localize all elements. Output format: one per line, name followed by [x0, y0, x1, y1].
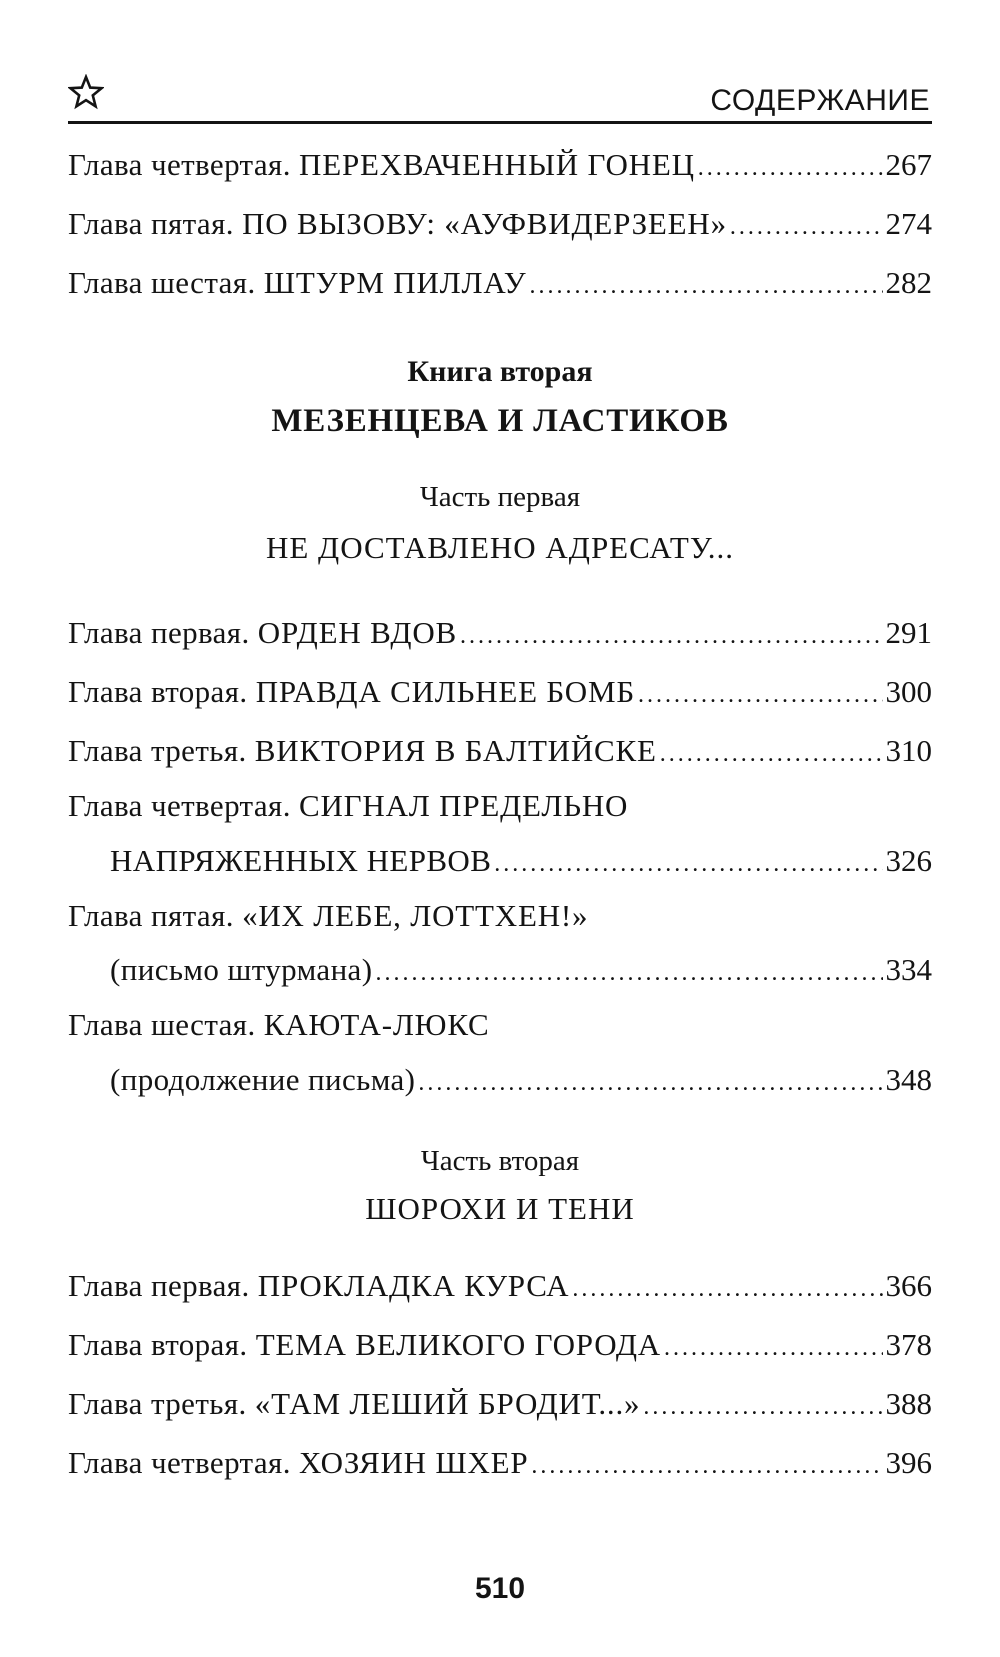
toc-entry-label — [68, 1382, 640, 1426]
dot-leader — [375, 951, 882, 995]
toc-entry[interactable] — [68, 1382, 932, 1426]
toc-entry-label — [68, 1441, 528, 1485]
chapter-title-continuation: (письмо штурмана) — [110, 952, 373, 987]
toc-entry-label — [68, 670, 635, 714]
page-ref: 310 — [885, 733, 932, 768]
chapter-label: Глава четвертая. — [68, 147, 291, 182]
page-ref: 300 — [885, 674, 932, 709]
header-title: СОДЕРЖАНИЕ — [710, 84, 930, 117]
chapter-title: ХОЗЯИН ШХЕР — [299, 1445, 529, 1480]
toc-entry-label — [68, 143, 695, 187]
toc-entry[interactable] — [68, 143, 932, 187]
page-number: 510 — [474, 1572, 526, 1605]
page-ref: 348 — [885, 1062, 932, 1097]
chapter-label: Глава вторая. — [68, 1327, 248, 1362]
running-header — [68, 70, 932, 120]
book-label: Книга вторая — [407, 355, 593, 388]
toc-entry[interactable] — [68, 1323, 932, 1367]
chapter-label: Глава четвертая. — [68, 788, 291, 823]
toc-entry[interactable] — [68, 1264, 932, 1308]
chapter-title: ПРАВДА СИЛЬНЕЕ БОМБ — [255, 674, 635, 709]
dot-leader — [418, 1061, 882, 1105]
page-ref: 378 — [885, 1327, 932, 1362]
part-label: Часть вторая — [420, 1145, 580, 1177]
dot-leader — [660, 732, 883, 776]
chapter-label: Глава шестая. — [68, 265, 256, 300]
chapter-title: ПРОКЛАДКА КУРСА — [257, 1268, 570, 1303]
chapter-label: Глава первая. — [68, 615, 250, 650]
toc-entry[interactable] — [68, 1441, 932, 1485]
toc-entry-first-line[interactable] — [68, 784, 932, 828]
dot-leader — [460, 614, 883, 658]
dot-leader — [730, 205, 883, 249]
toc-entry-continuation[interactable] — [68, 948, 932, 992]
dot-leader — [531, 1444, 882, 1488]
toc-entry-label — [68, 894, 588, 938]
chapter-title: ВИКТОРИЯ В БАЛТИЙСКЕ — [254, 733, 657, 768]
chapter-title-continuation: (продолжение письма) — [110, 1062, 416, 1097]
toc-entry[interactable] — [68, 611, 932, 655]
toc-entry[interactable] — [68, 261, 932, 305]
toc-entry-label — [68, 261, 527, 305]
toc-entry-label — [68, 784, 628, 828]
book-title: МЕЗЕНЦЕВА И ЛАСТИКОВ — [271, 403, 729, 439]
chapter-label: Глава третья. — [68, 1386, 247, 1421]
chapter-title: ТЕМА ВЕЛИКОГО ГОРОДА — [255, 1327, 661, 1362]
part-label: Часть первая — [419, 481, 581, 513]
part-title: НЕ ДОСТАВЛЕНО АДРЕСАТУ... — [265, 530, 734, 565]
dot-leader — [698, 146, 883, 190]
chapter-label: Глава первая. — [68, 1268, 250, 1303]
chapter-title: ПО ВЫЗОВУ: «АУФВИДЕРЗЕЕН» — [242, 206, 727, 241]
page-ref: 366 — [885, 1268, 932, 1303]
toc-entry[interactable] — [68, 202, 932, 246]
dot-leader — [530, 264, 883, 308]
dot-leader — [494, 842, 882, 886]
chapter-title: ПЕРЕХВАЧЕННЫЙ ГОНЕЦ — [299, 147, 695, 182]
chapter-title: КАЮТА-ЛЮКС — [263, 1007, 490, 1042]
chapter-label: Глава четвертая. — [68, 1445, 291, 1480]
chapter-label: Глава пятая. — [68, 206, 234, 241]
dot-leader — [638, 673, 883, 717]
toc-entry-first-line[interactable] — [68, 894, 932, 938]
dot-leader — [664, 1326, 883, 1370]
chapter-title: «ИХ ЛЕБЕ, ЛОТТХЕН!» — [242, 898, 589, 933]
toc-entry-continuation[interactable] — [68, 1058, 932, 1102]
chapter-title: «ТАМ ЛЕШИЙ БРОДИТ...» — [254, 1386, 641, 1421]
toc-entry-label — [68, 611, 457, 655]
page-ref: 267 — [885, 147, 932, 182]
toc-entry-label — [68, 202, 727, 246]
toc-entry-label — [68, 1003, 490, 1047]
header-rule — [68, 121, 932, 124]
page-ref: 388 — [885, 1386, 932, 1421]
chapter-title: ОРДЕН ВДОВ — [257, 615, 457, 650]
chapter-title: СИГНАЛ ПРЕДЕЛЬНО — [299, 788, 629, 823]
chapter-label: Глава вторая. — [68, 674, 248, 709]
page-ref: 291 — [885, 615, 932, 650]
star-icon — [68, 74, 104, 110]
chapter-title: ШТУРМ ПИЛЛАУ — [263, 265, 527, 300]
toc-entry[interactable] — [68, 670, 932, 714]
chapter-label: Глава шестая. — [68, 1007, 256, 1042]
toc-entry-label — [68, 1264, 569, 1308]
toc-entry-label — [68, 729, 657, 773]
toc-entry-continuation[interactable] — [68, 839, 932, 883]
chapter-title-continuation: НАПРЯЖЕННЫХ НЕРВОВ — [110, 843, 492, 878]
toc-entry-label — [68, 1323, 661, 1367]
chapter-label: Глава третья. — [68, 733, 247, 768]
part-title: ШОРОХИ И ТЕНИ — [365, 1191, 635, 1226]
dot-leader — [643, 1385, 882, 1429]
toc-entry-first-line[interactable] — [68, 1003, 932, 1047]
dot-leader — [572, 1267, 882, 1311]
page-ref: 282 — [885, 265, 932, 300]
chapter-label: Глава пятая. — [68, 898, 234, 933]
page-ref: 396 — [885, 1445, 932, 1480]
toc-entry[interactable] — [68, 729, 932, 773]
page-ref: 326 — [885, 843, 932, 878]
page-ref: 334 — [885, 952, 932, 987]
page-ref: 274 — [885, 206, 932, 241]
